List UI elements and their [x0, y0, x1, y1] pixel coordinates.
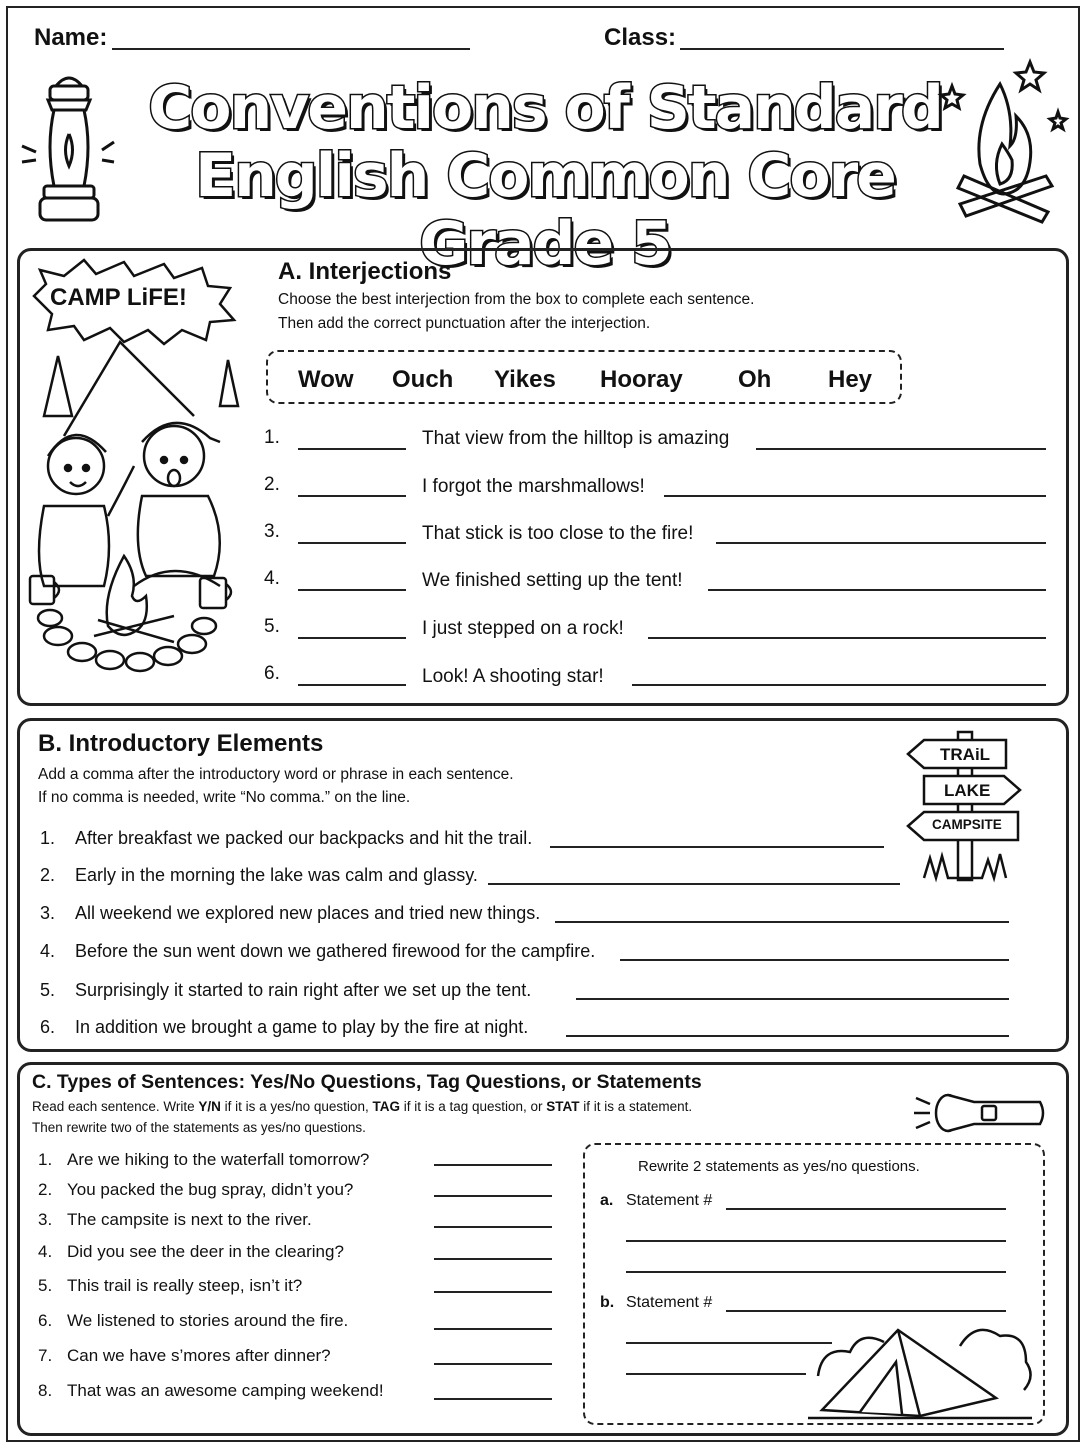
answer-line[interactable] — [434, 1226, 552, 1228]
item-sentence: Are we hiking to the waterfall tomorrow? — [67, 1150, 370, 1169]
item-sentence[interactable]: After breakfast we packed our backpacks and hit the trail. — [75, 828, 533, 848]
item-sentence: You packed the bug spray, didn’t you? — [67, 1180, 354, 1199]
interjection-blank[interactable] — [298, 495, 406, 497]
item-sentence: We listened to stories around the fire. — [67, 1311, 349, 1330]
item-number: 6. — [40, 1017, 56, 1037]
item-number: 2. — [264, 474, 280, 495]
item-number: 5. — [40, 980, 56, 1000]
interjection-blank[interactable] — [298, 448, 406, 450]
answer-line[interactable] — [566, 1035, 1009, 1037]
camp-kids-illustration — [24, 256, 242, 696]
title-line-2: English Common Core Grade 5 — [195, 141, 895, 279]
class-field-line[interactable] — [680, 48, 1004, 50]
rewrite-b-statement-label: Statement # — [626, 1294, 713, 1311]
answer-line[interactable] — [434, 1363, 552, 1365]
rewrite-b-letter: b. — [600, 1294, 615, 1311]
title-line-1: Conventions of Standard — [148, 73, 942, 143]
answer-line[interactable] — [434, 1398, 552, 1400]
rewrite-b-line[interactable] — [626, 1373, 806, 1375]
item-sentence[interactable]: Surprisingly it started to rain right after we set up the tent. — [75, 980, 532, 1000]
rewrite-a-line[interactable] — [626, 1271, 1006, 1273]
campfire-illustration — [930, 54, 1070, 224]
word-bank-item: Yikes — [494, 366, 556, 393]
rewrite-title: Rewrite 2 statements as yes/no questions. — [638, 1158, 920, 1175]
item-number: 4. — [264, 568, 280, 589]
section-a-title: A. Interjections — [278, 258, 452, 285]
item-sentence[interactable]: All weekend we explored new places and tried new things. — [75, 903, 541, 923]
item-number: 1. — [40, 828, 56, 848]
item-sentence: That view from the hilltop is amazing — [422, 428, 730, 449]
word-bank-item: Oh — [738, 366, 772, 393]
word-bank-item: Hey — [828, 366, 873, 393]
item-number: 7. — [38, 1346, 53, 1365]
item-number: 1. — [264, 427, 280, 448]
rewrite-a-line[interactable] — [626, 1240, 1006, 1242]
item-sentence: I just stepped on a rock! — [422, 618, 624, 639]
item-number: 3. — [38, 1210, 53, 1229]
sign-lake: LAKE — [944, 781, 991, 800]
item-sentence: I forgot the marshmallows! — [422, 476, 645, 497]
answer-line[interactable] — [555, 921, 1009, 923]
item-sentence[interactable]: Early in the morning the lake was calm and glassy. — [75, 865, 478, 885]
item-sentence: That was an awesome camping weekend! — [67, 1381, 384, 1400]
item-sentence: The campsite is next to the river. — [67, 1210, 312, 1229]
answer-line[interactable] — [716, 542, 1046, 544]
item-number: 5. — [38, 1276, 53, 1295]
item-number: 8. — [38, 1381, 53, 1400]
rewrite-a-statement-label: Statement # — [626, 1192, 713, 1209]
section-a-instruction-1: Choose the best interjection from the box to complete each sentence. — [278, 291, 755, 308]
lantern-illustration — [14, 66, 124, 232]
interjection-blank[interactable] — [298, 684, 406, 686]
item-number: 3. — [264, 521, 280, 542]
section-b-instruction-2: If no comma is needed, write “No comma.” on the line. — [38, 789, 411, 806]
answer-line[interactable] — [756, 448, 1046, 450]
answer-line[interactable] — [488, 883, 900, 885]
item-number: 2. — [40, 865, 56, 885]
camp-life-badge: CAMP LiFE! — [50, 284, 187, 311]
item-sentence: We finished setting up the tent! — [422, 570, 683, 591]
item-sentence: Look! A shooting star! — [422, 666, 604, 687]
rewrite-a-number-line[interactable] — [726, 1208, 1006, 1210]
item-number: 1. — [38, 1150, 53, 1169]
name-field-line[interactable] — [112, 48, 470, 50]
item-sentence[interactable]: Before the sun went down we gathered firewood for the campfire. — [75, 941, 596, 961]
item-sentence: That stick is too close to the fire! — [422, 523, 694, 544]
interjection-blank[interactable] — [298, 542, 406, 544]
item-number: 4. — [40, 941, 56, 961]
item-number: 6. — [38, 1311, 53, 1330]
answer-line[interactable] — [434, 1195, 552, 1197]
answer-line[interactable] — [550, 846, 884, 848]
item-number: 3. — [40, 903, 56, 923]
item-number: 5. — [264, 616, 280, 637]
interjection-blank[interactable] — [298, 589, 406, 591]
answer-line[interactable] — [434, 1328, 552, 1330]
section-c-instruction-1: Read each sentence. Write Y/N if it is a yes/no question, TAG if it is a tag question, or STAT if it is a statement. — [32, 1099, 693, 1114]
answer-line[interactable] — [434, 1291, 552, 1293]
answer-line[interactable] — [664, 495, 1046, 497]
sign-campsite: CAMPSITE — [932, 817, 1002, 832]
section-c-instruction-2: Then rewrite two of the statements as yes/no questions. — [32, 1120, 366, 1135]
rewrite-a-letter: a. — [600, 1192, 614, 1209]
answer-line[interactable] — [632, 684, 1046, 686]
answer-line[interactable] — [434, 1258, 552, 1260]
item-sentence[interactable]: In addition we brought a game to play by the fire at night. — [75, 1017, 529, 1037]
section-a-instruction-2: Then add the correct punctuation after the interjection. — [278, 315, 651, 332]
answer-line[interactable] — [434, 1164, 552, 1166]
item-sentence: Can we have s’mores after dinner? — [67, 1346, 331, 1365]
answer-line[interactable] — [620, 959, 1009, 961]
name-label: Name: — [34, 24, 108, 51]
section-c-title: C. Types of Sentences: Yes/No Questions, Tag Questions, or Statements — [32, 1071, 702, 1093]
interjection-word-bank — [266, 350, 902, 404]
answer-line[interactable] — [576, 998, 1009, 1000]
word-bank-item: Ouch — [392, 366, 454, 393]
flashlight-illustration — [910, 1090, 1050, 1136]
item-sentence: This trail is really steep, isn’t it? — [67, 1276, 303, 1295]
word-bank-item: Wow — [298, 366, 354, 393]
class-label: Class: — [604, 24, 677, 51]
sign-trail: TRAiL — [940, 745, 991, 764]
interjection-blank[interactable] — [298, 637, 406, 639]
answer-line[interactable] — [648, 637, 1046, 639]
answer-line[interactable] — [708, 589, 1046, 591]
tent-illustration — [800, 1306, 1040, 1424]
section-b-instruction-1: Add a comma after the introductory word or phrase in each sentence. — [38, 766, 514, 783]
item-sentence: Did you see the deer in the clearing? — [67, 1242, 344, 1261]
item-number: 2. — [38, 1180, 53, 1199]
section-b-title: B. Introductory Elements — [38, 730, 324, 757]
item-number: 4. — [38, 1242, 53, 1261]
word-bank-item: Hooray — [600, 366, 683, 393]
item-number: 6. — [264, 663, 280, 684]
